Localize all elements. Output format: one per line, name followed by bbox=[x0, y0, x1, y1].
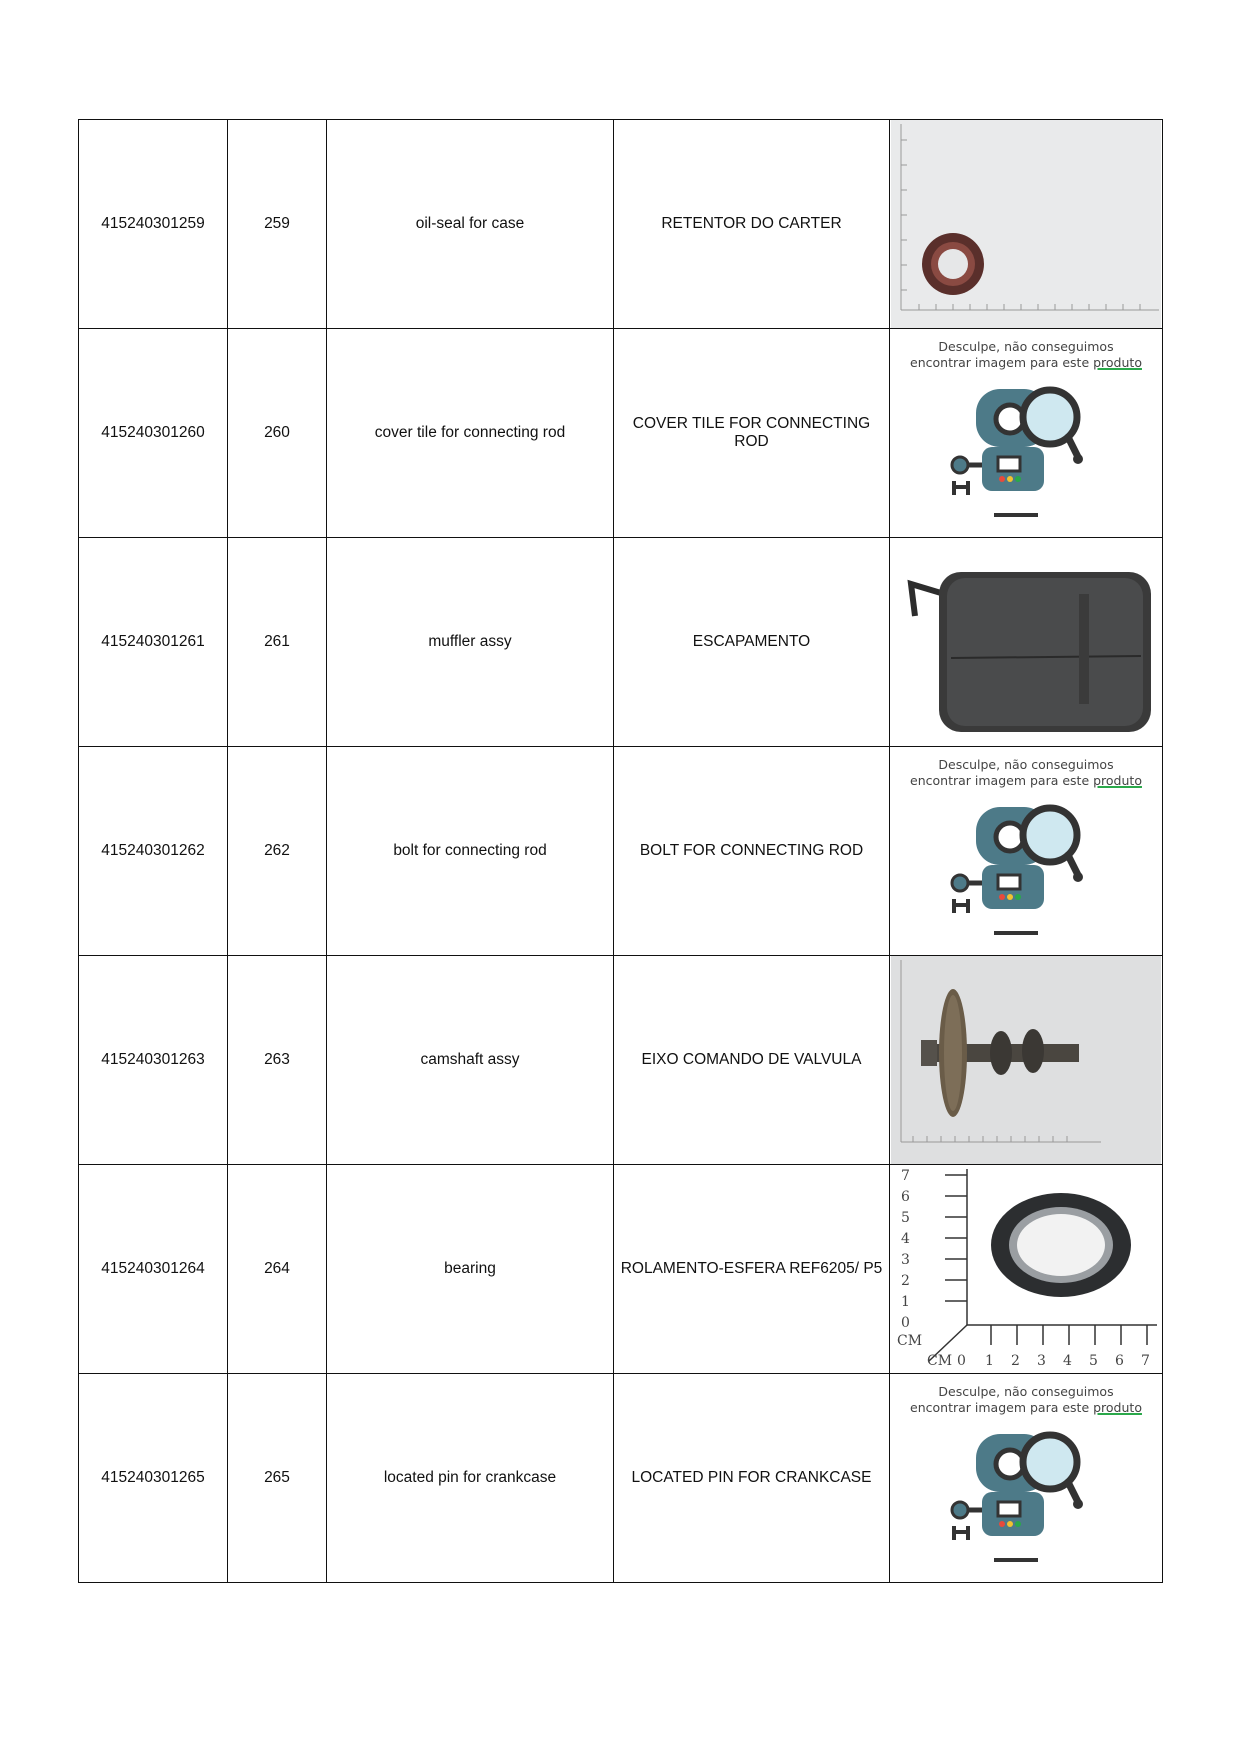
svg-text:1: 1 bbox=[985, 1353, 994, 1369]
table-row bbox=[79, 747, 1163, 956]
svg-text:5: 5 bbox=[1089, 1353, 1098, 1369]
no-image-placeholder bbox=[891, 329, 1161, 537]
robot-magnifier-icon bbox=[946, 377, 1106, 527]
svg-text:6: 6 bbox=[1115, 1353, 1124, 1369]
svg-text:1: 1 bbox=[901, 1294, 910, 1310]
description-en: oil-seal for case bbox=[327, 120, 614, 329]
description-pt: EIXO COMANDO DE VALVULA bbox=[614, 956, 890, 1165]
part-code: 415240301265 bbox=[79, 1374, 228, 1583]
description-en: bearing bbox=[327, 1165, 614, 1374]
svg-text:4: 4 bbox=[901, 1231, 910, 1247]
svg-text:7: 7 bbox=[1141, 1353, 1150, 1369]
part-code: 415240301263 bbox=[79, 956, 228, 1165]
part-code: 415240301260 bbox=[79, 329, 228, 538]
svg-text:CM: CM bbox=[927, 1353, 953, 1369]
description-pt: COVER TILE FOR CONNECTING ROD bbox=[614, 329, 890, 538]
description-en: located pin for crankcase bbox=[327, 1374, 614, 1583]
description-en: cover tile for connecting rod bbox=[327, 329, 614, 538]
muffler-photo bbox=[891, 538, 1161, 746]
parts-table bbox=[78, 119, 1163, 1583]
description-pt: LOCATED PIN FOR CRANKCASE bbox=[614, 1374, 890, 1583]
table-row bbox=[79, 1374, 1163, 1583]
svg-text:CM: CM bbox=[897, 1333, 923, 1349]
table-row bbox=[79, 329, 1163, 538]
table-row bbox=[79, 120, 1163, 329]
part-code: 415240301264 bbox=[79, 1165, 228, 1374]
part-number: 259 bbox=[228, 120, 327, 329]
placeholder-message: Desculpe, não conseguimos encontrar imagem para este produto bbox=[910, 1384, 1142, 1415]
description-pt: BOLT FOR CONNECTING ROD bbox=[614, 747, 890, 956]
description-pt: ESCAPAMENTO bbox=[614, 538, 890, 747]
description-en: bolt for connecting rod bbox=[327, 747, 614, 956]
svg-text:3: 3 bbox=[901, 1252, 910, 1268]
svg-text:2: 2 bbox=[901, 1273, 910, 1289]
svg-text:0: 0 bbox=[957, 1353, 966, 1369]
robot-magnifier-icon bbox=[946, 1422, 1106, 1572]
description-pt: ROLAMENTO-ESFERA REF6205/ P5 bbox=[614, 1165, 890, 1374]
placeholder-message: Desculpe, não conseguimos encontrar imagem para este produto bbox=[910, 339, 1142, 370]
table-row bbox=[79, 1165, 1163, 1374]
svg-text:2: 2 bbox=[1011, 1353, 1020, 1369]
svg-text:4: 4 bbox=[1063, 1353, 1072, 1369]
svg-text:6: 6 bbox=[901, 1189, 910, 1205]
svg-text:3: 3 bbox=[1037, 1353, 1046, 1369]
part-code: 415240301262 bbox=[79, 747, 228, 956]
part-code: 415240301259 bbox=[79, 120, 228, 329]
part-number: 261 bbox=[228, 538, 327, 747]
part-code: 415240301261 bbox=[79, 538, 228, 747]
placeholder-message: Desculpe, não conseguimos encontrar imagem para este produto bbox=[910, 757, 1142, 788]
robot-magnifier-icon bbox=[946, 795, 1106, 945]
part-number: 262 bbox=[228, 747, 327, 956]
part-number: 263 bbox=[228, 956, 327, 1165]
table-row bbox=[79, 538, 1163, 747]
svg-text:0: 0 bbox=[901, 1315, 910, 1331]
description-en: camshaft assy bbox=[327, 956, 614, 1165]
part-number: 265 bbox=[228, 1374, 327, 1583]
no-image-placeholder bbox=[891, 1374, 1161, 1582]
svg-text:7: 7 bbox=[901, 1168, 910, 1184]
oil-seal-photo bbox=[891, 120, 1161, 328]
part-number: 260 bbox=[228, 329, 327, 538]
no-image-placeholder bbox=[891, 747, 1161, 955]
description-pt: RETENTOR DO CARTER bbox=[614, 120, 890, 329]
svg-text:5: 5 bbox=[901, 1210, 910, 1226]
camshaft-photo bbox=[891, 956, 1161, 1164]
description-en: muffler assy bbox=[327, 538, 614, 747]
part-number: 264 bbox=[228, 1165, 327, 1374]
bearing-photo bbox=[891, 1165, 1161, 1373]
table-row bbox=[79, 956, 1163, 1165]
